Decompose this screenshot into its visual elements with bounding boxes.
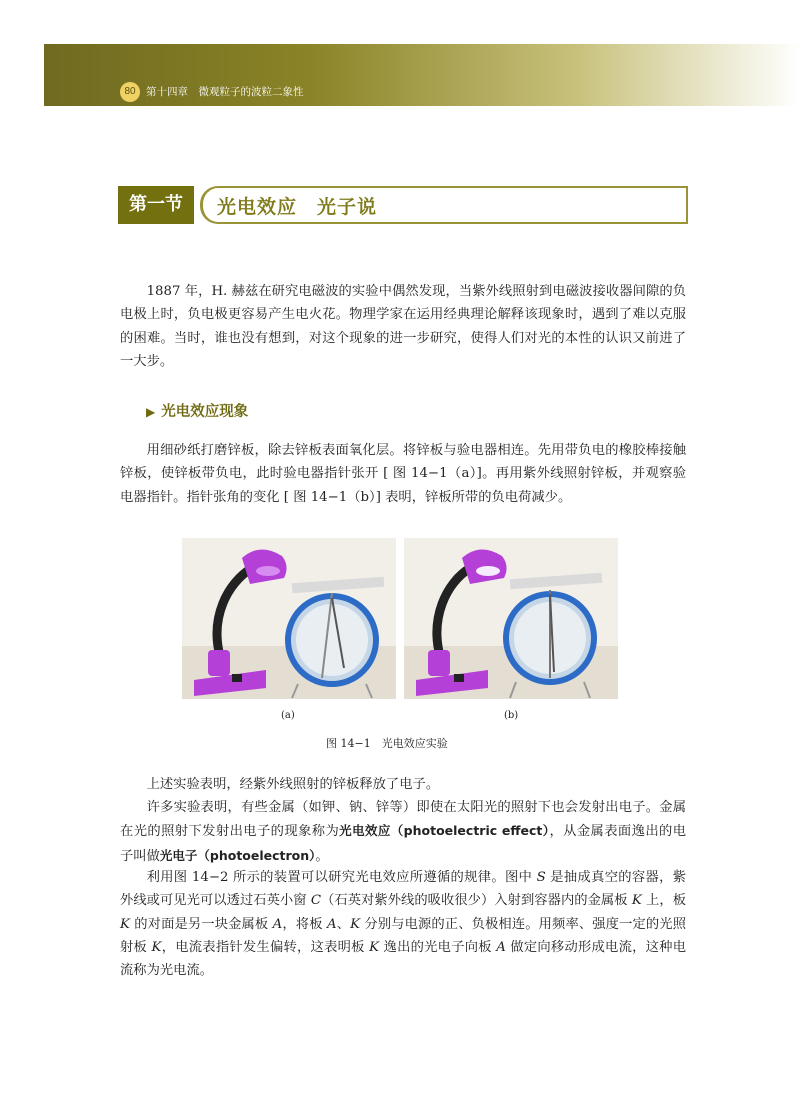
apparatus-text: （石英对紫外线的吸收很少）入射到容器内的金属板 [321, 893, 632, 909]
apparatus-text: 分别与电源的正、负极相连。用频率、强度一定的光照射板 [120, 916, 686, 955]
section-heading [118, 186, 683, 224]
definition-text-1: 许多实验表明，有些金属（如钾、钠、锌等）即使在太阳光的照射下也会发射出电子。金属在光的照射下发射出电子的现象称为 [120, 800, 686, 840]
symbol-k: K [350, 916, 361, 932]
photo-b [404, 538, 618, 699]
apparatus-text: 逸出的光电子向板 [379, 939, 497, 955]
intro-paragraph: 1887 年，H. 赫兹在研究电磁波的实验中偶然发现，当紫外线照射到电磁波接收器间隙的负电极上时，负电极更容易产生电火花。物理学家在运用经典理论解释该现象时，遇到了难以克服的困难。当时，谁也没有想到，对这个现象的进一步研究，使得人们对光的本性的认识又前进了一大步。 [120, 284, 686, 369]
apparatus-text: 的对面是另一块金属板 [129, 916, 273, 932]
apparatus-paragraph [120, 866, 686, 982]
apparatus-text: 是抽成真空的容器，紫外线或可见光可以透过石英小窗 [120, 870, 686, 909]
symbol-k: K [369, 939, 380, 955]
figure-label-a: (a) [281, 710, 295, 721]
experiment-paragraph: 用细砂纸打磨锌板，除去锌板表面氧化层。将锌板与验电器相连。先用带负电的橡胶棒接触锌板，使锌板带负电，此时验电器指针张开 [ 图 14−1（a）]。再用紫外线照射锌板，并观察验电器指针。指针张角的变化 [ 图 14−1（b）] 表明，锌板所带的负电荷减少。 [120, 443, 686, 505]
section-title: 光电效应 光子说 [217, 196, 378, 218]
symbol-a: A [496, 939, 506, 955]
apparatus-text: ，电流表指针发生偏转，这表明板 [161, 939, 370, 955]
symbol-a: A [326, 916, 337, 932]
term-photoelectron: 光电子（photoelectron） [159, 847, 316, 863]
chapter-title: 第十四章 微观粒子的波粒二象性 [146, 86, 304, 98]
symbol-s: S [536, 870, 546, 885]
photo-a [182, 538, 396, 699]
symbol-a: A [272, 916, 283, 932]
symbol-k: K [151, 939, 162, 955]
definition-text-3: 。 [315, 848, 329, 864]
figure-label-b: (b) [504, 710, 519, 721]
photoelectric-definition-paragraph [120, 796, 686, 868]
subsection-title: 光电效应现象 [161, 404, 249, 420]
apparatus-text: 利用图 14−2 所示的装置可以研究光电效应所遵循的规律。图中 [146, 870, 537, 885]
apparatus-text: 做定向移动形成电流，这种电流称为光电流。 [120, 939, 686, 979]
apparatus-text: 上，板 [641, 893, 686, 909]
page-number: 80 [120, 82, 140, 102]
figure-caption: 图 14−1 光电效应实验 [326, 737, 448, 750]
apparatus-text: ，将板 [282, 916, 327, 932]
symbol-k: K [120, 916, 130, 932]
triangle-marker-icon: ▶ [146, 405, 156, 419]
subsection-heading [146, 400, 248, 421]
term-photoelectric-effect: 光电效应（photoelectric effect） [339, 823, 550, 839]
symbol-c: C [310, 893, 322, 909]
conclusion-paragraph: 上述实验表明，经紫外线照射的锌板释放了电子。 [146, 777, 440, 792]
apparatus-text: 、 [336, 916, 351, 932]
section-title-box [200, 186, 688, 224]
definition-text-2: ，从金属表面逸出的电子叫做 [120, 824, 687, 864]
symbol-k: K [631, 893, 642, 909]
section-tag: 第一节 [118, 186, 194, 224]
